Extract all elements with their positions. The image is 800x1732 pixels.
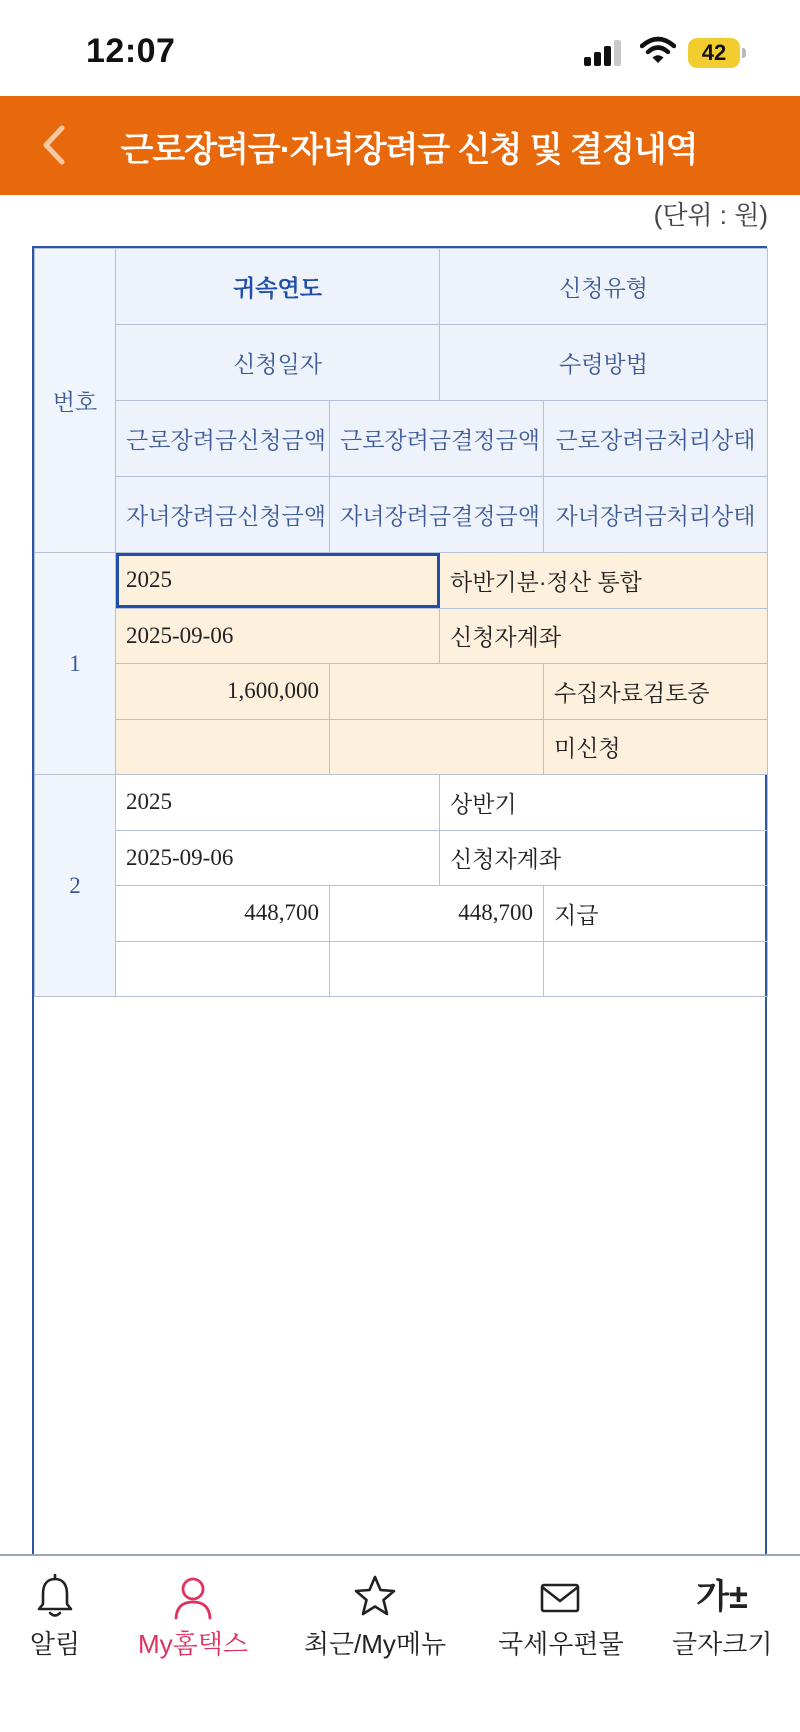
- header-child-status: 자녀장려금처리상태: [544, 477, 768, 553]
- cell-apply-type[interactable]: 하반기분·정산 통합: [440, 553, 768, 609]
- cell-work-status[interactable]: 수집자료검토중: [544, 664, 768, 720]
- nav-label: 최근/My메뉴: [303, 1629, 447, 1659]
- cell-child-apply-amount[interactable]: [116, 941, 330, 997]
- table-row[interactable]: [35, 941, 768, 997]
- table-row[interactable]: [35, 830, 768, 886]
- result-table: [34, 248, 768, 997]
- cell-child-apply-amount[interactable]: [116, 719, 330, 775]
- font-size-icon: 가±: [696, 1578, 748, 1616]
- cell-year[interactable]: 2025: [116, 553, 440, 609]
- nav-item-my-hometax[interactable]: [136, 1574, 250, 1661]
- cell-apply-date[interactable]: 2025-09-06: [116, 608, 440, 664]
- bottom-nav: [0, 1554, 800, 1732]
- nav-label: My홈택스: [137, 1629, 248, 1659]
- header-year[interactable]: 귀속연도: [116, 249, 440, 325]
- cell-child-status[interactable]: [544, 941, 768, 997]
- cell-receive-method[interactable]: 신청자계좌: [440, 830, 768, 886]
- cell-work-apply-amount[interactable]: 448,700: [116, 886, 330, 942]
- nav-label: 글자크기: [672, 1629, 773, 1659]
- signal-icon: [584, 40, 624, 66]
- header-apply-type: 신청유형: [440, 249, 768, 325]
- nav-item-font-size[interactable]: [672, 1574, 772, 1661]
- result-table-panel: [32, 246, 767, 1556]
- header-work-apply-amount: 근로장려금신청금액: [116, 401, 330, 477]
- table-row[interactable]: [35, 608, 768, 664]
- wifi-icon: [640, 36, 676, 66]
- cell-child-decided-amount[interactable]: [330, 941, 544, 997]
- nav-item-recent-menu[interactable]: [300, 1574, 450, 1661]
- cell-child-status[interactable]: 미신청: [544, 719, 768, 775]
- page-header: [0, 96, 800, 195]
- header-receive-method: 수령방법: [440, 325, 768, 401]
- person-icon: [173, 1574, 213, 1620]
- table-row[interactable]: [35, 886, 768, 942]
- cell-receive-method[interactable]: 신청자계좌: [440, 608, 768, 664]
- cell-year[interactable]: 2025: [116, 775, 440, 831]
- status-time: 12:07: [86, 32, 176, 70]
- header-child-apply-amount: 자녀장려금신청금액: [116, 477, 330, 553]
- cell-apply-date[interactable]: 2025-09-06: [116, 830, 440, 886]
- nav-item-tax-mail[interactable]: [498, 1574, 622, 1661]
- page-title: 근로장려금·자녀장려금 신청 및 결정내역: [120, 131, 698, 169]
- cell-child-decided-amount[interactable]: [330, 719, 544, 775]
- table-row[interactable]: [35, 553, 768, 609]
- row-number: 1: [35, 553, 116, 775]
- header-number: 번호: [35, 249, 116, 553]
- cell-work-decided-amount[interactable]: 448,700: [330, 886, 544, 942]
- cell-work-decided-amount[interactable]: [330, 664, 544, 720]
- battery-tip: [742, 48, 746, 58]
- table-row[interactable]: [35, 775, 768, 831]
- cell-work-status[interactable]: 지급: [544, 886, 768, 942]
- unit-label: (단위 : 원): [653, 200, 768, 230]
- header-work-status: 근로장려금처리상태: [544, 401, 768, 477]
- table-row[interactable]: [35, 719, 768, 775]
- nav-item-alarm[interactable]: [26, 1574, 84, 1661]
- battery-icon: 42: [688, 38, 740, 68]
- nav-label: 알림: [29, 1629, 81, 1659]
- header-apply-date: 신청일자: [116, 325, 440, 401]
- row-number: 2: [35, 775, 116, 997]
- cell-work-apply-amount[interactable]: 1,600,000: [116, 664, 330, 720]
- status-bar: [0, 0, 800, 96]
- star-icon: [353, 1574, 397, 1620]
- cell-apply-type[interactable]: 상반기: [440, 775, 768, 831]
- mail-icon: [538, 1574, 582, 1620]
- header-work-decided-amount: 근로장려금결정금액: [330, 401, 544, 477]
- header-child-decided-amount: 자녀장려금결정금액: [330, 477, 544, 553]
- nav-label: 국세우편물: [498, 1629, 624, 1659]
- table-row[interactable]: [35, 664, 768, 720]
- bell-icon: [35, 1574, 75, 1620]
